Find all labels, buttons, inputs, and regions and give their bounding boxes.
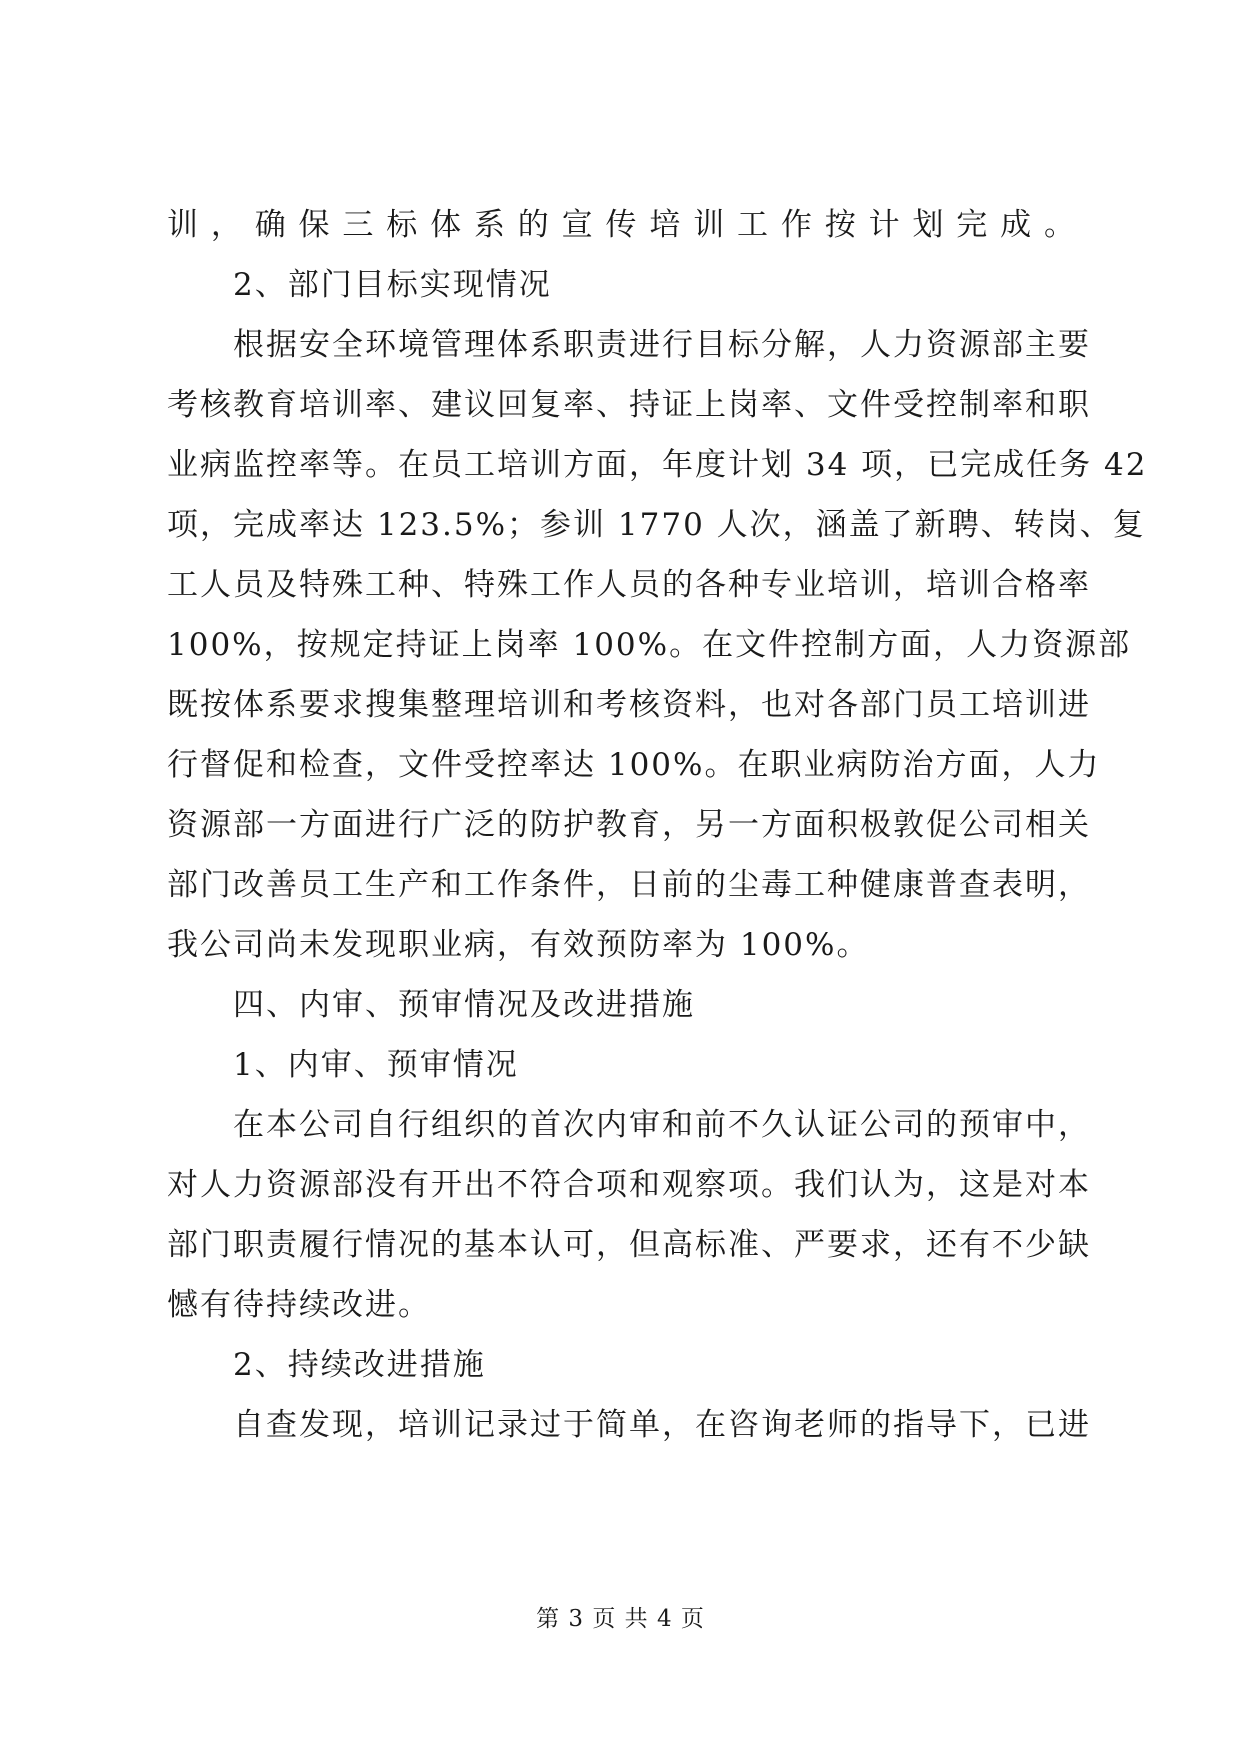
body-text (167, 195, 1148, 1455)
section-heading: 2、持续改进措施 (233, 1347, 486, 1383)
text-line: 憾有待持续改进。 (167, 1287, 431, 1323)
section-heading: 2、部门目标实现情况 (233, 267, 552, 303)
section-heading: 1、内审、预审情况 (233, 1047, 519, 1083)
text-line: 行督促和检查，文件受控率达 100%。在职业病防治方面，人力 (167, 747, 1101, 783)
text-line: 既按体系要求搜集整理培训和考核资料，也对各部门员工培训进 (167, 687, 1091, 723)
text-line: 自查发现，培训记录过于简单，在咨询老师的指导下，已进 (233, 1407, 1091, 1443)
text-line: 部门职责履行情况的基本认可，但高标准、严要求，还有不少缺 (167, 1227, 1091, 1263)
text-line: 业病监控率等。在员工培训方面，年度计划 34 项，已完成任务 42 (167, 447, 1148, 483)
text-line: 我公司尚未发现职业病，有效预防率为 100%。 (167, 927, 870, 963)
text-line: 训，确保三标体系的宣传培训工作按计划完成。 (167, 207, 1077, 243)
section-heading: 四、内审、预审情况及改进措施 (233, 987, 695, 1023)
text-line: 在本公司自行组织的首次内审和前不久认证公司的预审中， (233, 1107, 1091, 1143)
text-line: 考核教育培训率、建议回复率、持证上岗率、文件受控制率和职 (167, 387, 1091, 423)
page-footer: 第 3 页 共 4 页 (536, 1606, 705, 1632)
text-line: 对人力资源部没有开出不符合项和观察项。我们认为，这是对本 (167, 1167, 1091, 1203)
text-line: 根据安全环境管理体系职责进行目标分解，人力资源部主要 (233, 327, 1091, 363)
text-line: 100%，按规定持证上岗率 100%。在文件控制方面，人力资源部 (167, 627, 1132, 663)
text-line: 工人员及特殊工种、特殊工作人员的各种专业培训，培训合格率 (167, 567, 1091, 603)
text-line: 部门改善员工生产和工作条件，日前的尘毒工种健康普查表明， (167, 867, 1091, 903)
text-line: 资源部一方面进行广泛的防护教育，另一方面积极敦促公司相关 (167, 807, 1091, 843)
text-line: 项，完成率达 123.5%；参训 1770 人次，涵盖了新聘、转岗、复 (167, 507, 1146, 543)
